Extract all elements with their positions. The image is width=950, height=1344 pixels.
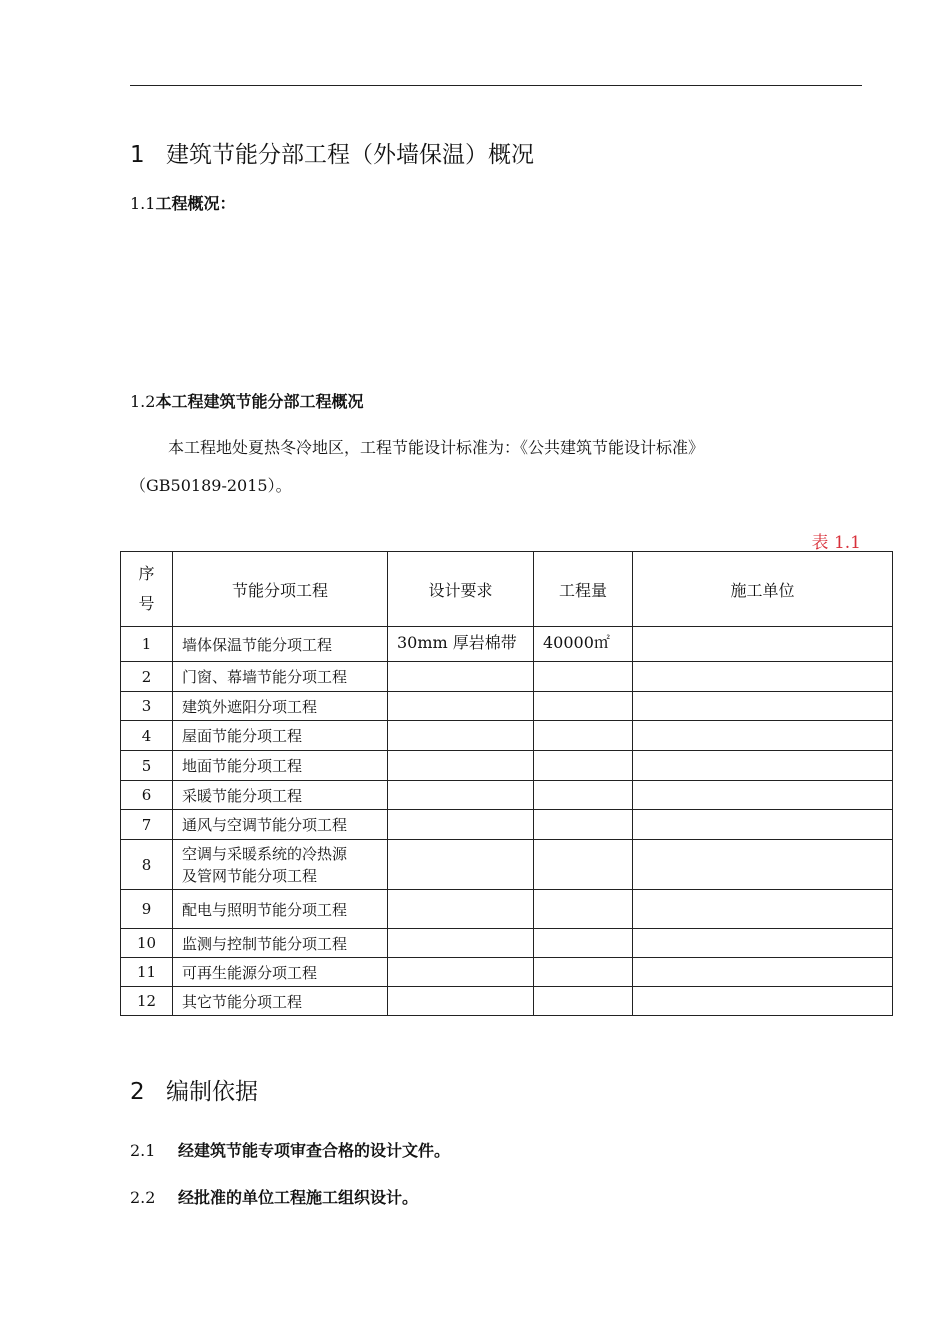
row-number: 5: [121, 751, 173, 781]
row-number: 1: [121, 627, 173, 662]
header-requirement: 设计要求: [388, 552, 534, 627]
row-quantity: [534, 929, 633, 958]
subsection-2-2-text: 经批准的单位工程施工组织设计。: [178, 1188, 419, 1207]
row-item: 采暖节能分项工程: [173, 781, 388, 810]
table-row: [121, 627, 893, 662]
row-requirement: [388, 692, 534, 721]
row-item: 可再生能源分项工程: [173, 958, 388, 987]
row-number: 10: [121, 929, 173, 958]
row-requirement: [388, 721, 534, 751]
row-item: [173, 840, 388, 890]
row-requirement: [388, 810, 534, 840]
section-2-title: 编制依据: [166, 1079, 258, 1105]
row-quantity: 40000㎡: [534, 627, 633, 662]
row-quantity: [534, 840, 633, 890]
row-contractor: [633, 721, 893, 751]
subsection-2-1-number: 2.1: [130, 1141, 156, 1160]
row-requirement: [388, 662, 534, 692]
overview-paragraph-line-1: 本工程地处夏热冬冷地区，工程节能设计标准为：《公共建筑节能设计标准》: [168, 438, 705, 457]
subsection-2-1: [130, 1138, 450, 1161]
table-row: [121, 810, 893, 840]
row-quantity: [534, 662, 633, 692]
section-1-title: 建筑节能分部工程（外墙保温）概况: [166, 142, 534, 168]
table-row: [121, 662, 893, 692]
row-contractor: [633, 929, 893, 958]
header-seq-top: 序: [138, 564, 155, 583]
row-requirement: 30mm 厚岩棉带: [388, 627, 534, 662]
subsection-1-1-number: 1.1: [130, 194, 156, 213]
table-row: [121, 692, 893, 721]
table-row: [121, 721, 893, 751]
row-contractor: [633, 810, 893, 840]
header-rule: [130, 85, 862, 86]
row-quantity: [534, 751, 633, 781]
row-requirement: [388, 929, 534, 958]
subsection-1-2-heading: [130, 389, 363, 412]
row-number: 9: [121, 890, 173, 929]
section-2-number: 2: [130, 1079, 145, 1105]
row-quantity: [534, 692, 633, 721]
row-number: 7: [121, 810, 173, 840]
row-contractor: [633, 840, 893, 890]
section-1-number: 1: [130, 142, 145, 168]
row-requirement: [388, 751, 534, 781]
row-quantity: [534, 987, 633, 1016]
row-requirement: [388, 987, 534, 1016]
row-number: 3: [121, 692, 173, 721]
energy-saving-table: [120, 551, 893, 1016]
header-contractor: 施工单位: [633, 552, 893, 627]
row-item: 建筑外遮阳分项工程: [173, 692, 388, 721]
row-quantity: [534, 810, 633, 840]
row-item-line-1: 空调与采暖系统的冷热源: [182, 844, 348, 863]
row-item: 门窗、幕墙节能分项工程: [173, 662, 388, 692]
row-contractor: [633, 692, 893, 721]
row-item: 其它节能分项工程: [173, 987, 388, 1016]
table-row: [121, 751, 893, 781]
subsection-2-1-text: 经建筑节能专项审查合格的设计文件。: [178, 1141, 451, 1160]
table-row: [121, 890, 893, 929]
row-number: 2: [121, 662, 173, 692]
header-quantity: 工程量: [534, 552, 633, 627]
row-quantity: [534, 890, 633, 929]
row-number: 4: [121, 721, 173, 751]
row-contractor: [633, 627, 893, 662]
section-1-heading: [130, 136, 534, 169]
subsection-1-1-title: 工程概况：: [155, 194, 236, 213]
subsection-2-2: [130, 1185, 418, 1208]
row-contractor: [633, 781, 893, 810]
section-2-heading: [130, 1073, 258, 1106]
row-item: 配电与照明节能分项工程: [173, 890, 388, 929]
row-number: 11: [121, 958, 173, 987]
row-item: 通风与空调节能分项工程: [173, 810, 388, 840]
row-item: 监测与控制节能分项工程: [173, 929, 388, 958]
row-item: 墙体保温节能分项工程: [173, 627, 388, 662]
row-contractor: [633, 987, 893, 1016]
row-number: 8: [121, 840, 173, 890]
row-contractor: [633, 958, 893, 987]
header-seq-bottom: 号: [138, 594, 155, 613]
row-requirement: [388, 781, 534, 810]
row-item-line-2: 及管网节能分项工程: [182, 866, 318, 885]
table-row: [121, 840, 893, 890]
row-contractor: [633, 890, 893, 929]
row-requirement: [388, 840, 534, 890]
header-item: 节能分项工程: [173, 552, 388, 627]
row-number: 12: [121, 987, 173, 1016]
row-item: 地面节能分项工程: [173, 751, 388, 781]
table-row: [121, 958, 893, 987]
row-quantity: [534, 781, 633, 810]
row-quantity: [534, 958, 633, 987]
table-row: [121, 987, 893, 1016]
row-contractor: [633, 751, 893, 781]
subsection-1-2-title: 本工程建筑节能分部工程概况: [155, 392, 364, 411]
table-caption: 表 1.1: [811, 533, 861, 553]
header-seq: [121, 552, 173, 627]
row-number: 6: [121, 781, 173, 810]
subsection-2-2-number: 2.2: [130, 1188, 156, 1207]
overview-paragraph-line-2: （GB50189-2015）。: [130, 476, 292, 495]
row-requirement: [388, 958, 534, 987]
subsection-1-2-number: 1.2: [130, 392, 156, 411]
subsection-1-1-heading: [130, 191, 235, 214]
table-row: [121, 929, 893, 958]
row-item: 屋面节能分项工程: [173, 721, 388, 751]
row-quantity: [534, 721, 633, 751]
row-contractor: [633, 662, 893, 692]
row-requirement: [388, 890, 534, 929]
table-row: [121, 781, 893, 810]
table-header-row: [121, 552, 893, 627]
